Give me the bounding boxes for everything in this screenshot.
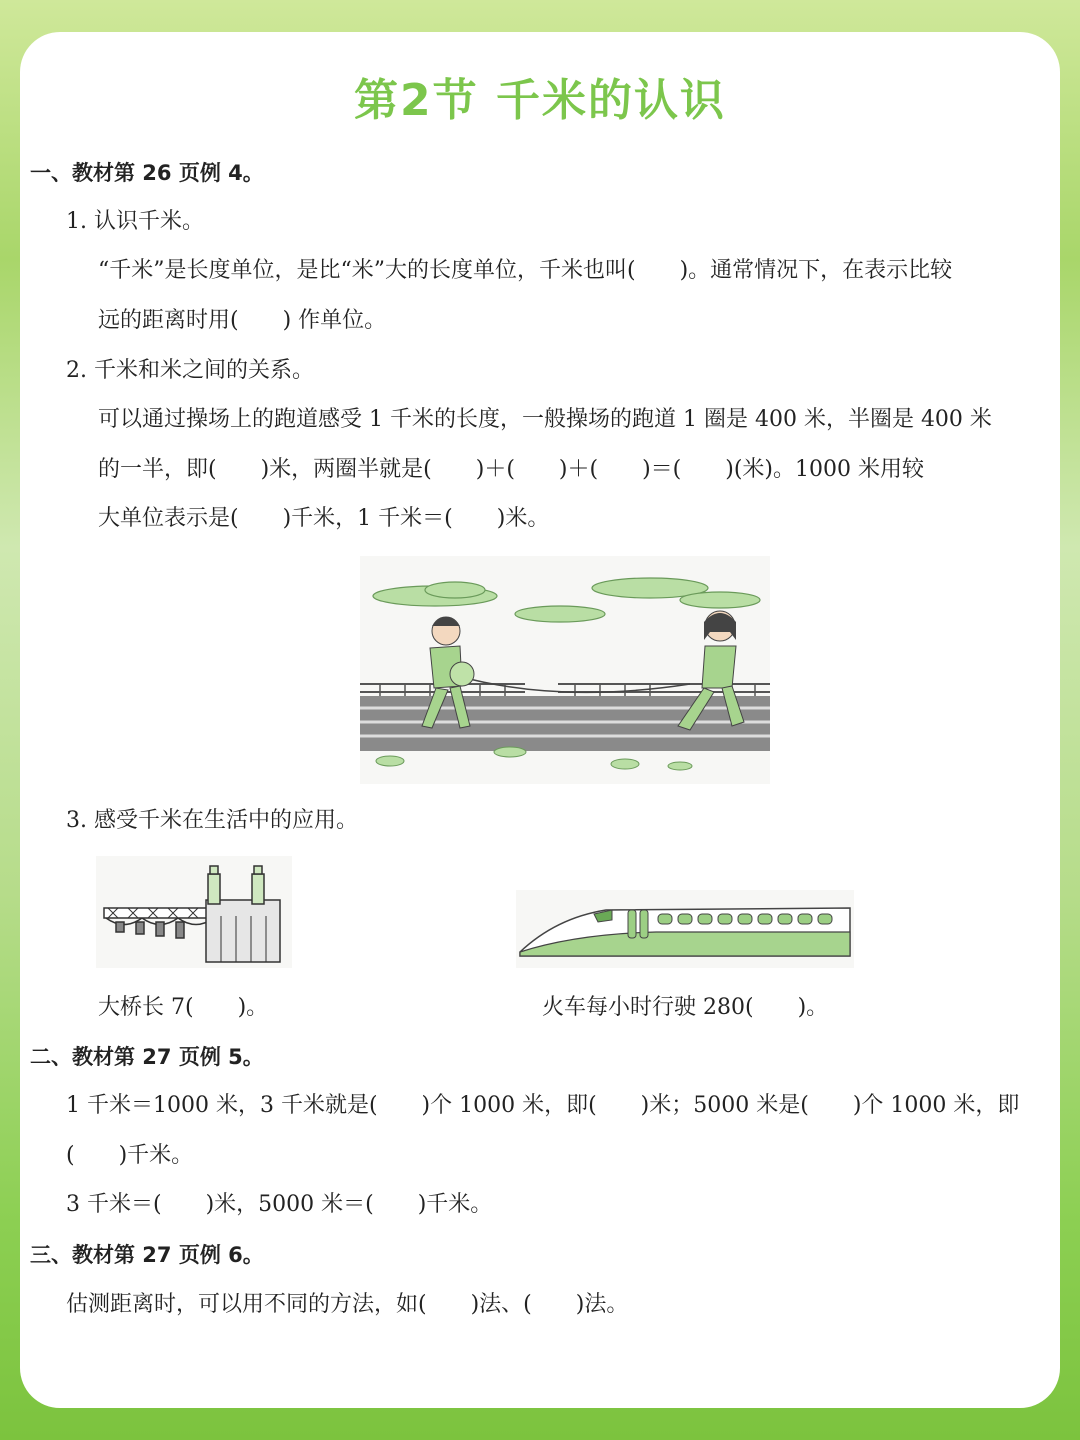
question-3-title: 3. 感受千米在生活中的应用。	[66, 808, 358, 833]
train-illustration	[516, 890, 854, 968]
section-2-line-3: 3 千米＝( )米，5000 米＝( )千米。	[66, 1192, 493, 1217]
bridge-illustration	[96, 856, 292, 968]
bridge-caption: 大桥长 7( )。	[98, 995, 269, 1020]
track-measuring-illustration	[360, 556, 770, 784]
question-2-line-3: 大单位表示是( )千米，1 千米＝( )米。	[98, 506, 550, 531]
section-2-line-2: ( )千米。	[66, 1143, 194, 1168]
section-2-line-1: 1 千米＝1000 米，3 千米就是( )个 1000 米，即( )米；5000 米是( )个 1000 米，即	[66, 1093, 1020, 1118]
question-2-line-2: 的一半，即( )米，两圈半就是( )＋( )＋( )＝( )(米)。1000 米用较	[98, 457, 924, 482]
question-1-line-1: “千米”是长度单位，是比“米”大的长度单位，千米也叫( )。通常情况下，在表示比较	[98, 258, 953, 283]
page-title: 第2节 千米的认识	[354, 75, 726, 126]
question-1-title: 1. 认识千米。	[66, 209, 204, 234]
train-caption: 火车每小时行驶 280( )。	[542, 995, 829, 1020]
question-2-title: 2. 千米和米之间的关系。	[66, 358, 314, 383]
section-2-heading: 二、教材第 27 页例 5。	[30, 1045, 264, 1069]
question-2-line-1: 可以通过操场上的跑道感受 1 千米的长度，一般操场的跑道 1 圈是 400 米，半圈是 400 米	[98, 407, 992, 432]
section-1-heading: 一、教材第 26 页例 4。	[30, 161, 264, 185]
section-3-heading: 三、教材第 27 页例 6。	[30, 1243, 264, 1267]
question-1-line-2: 远的距离时用( ) 作单位。	[98, 308, 387, 333]
section-3-line-1: 估测距离时，可以用不同的方法，如( )法、( )法。	[66, 1292, 629, 1317]
